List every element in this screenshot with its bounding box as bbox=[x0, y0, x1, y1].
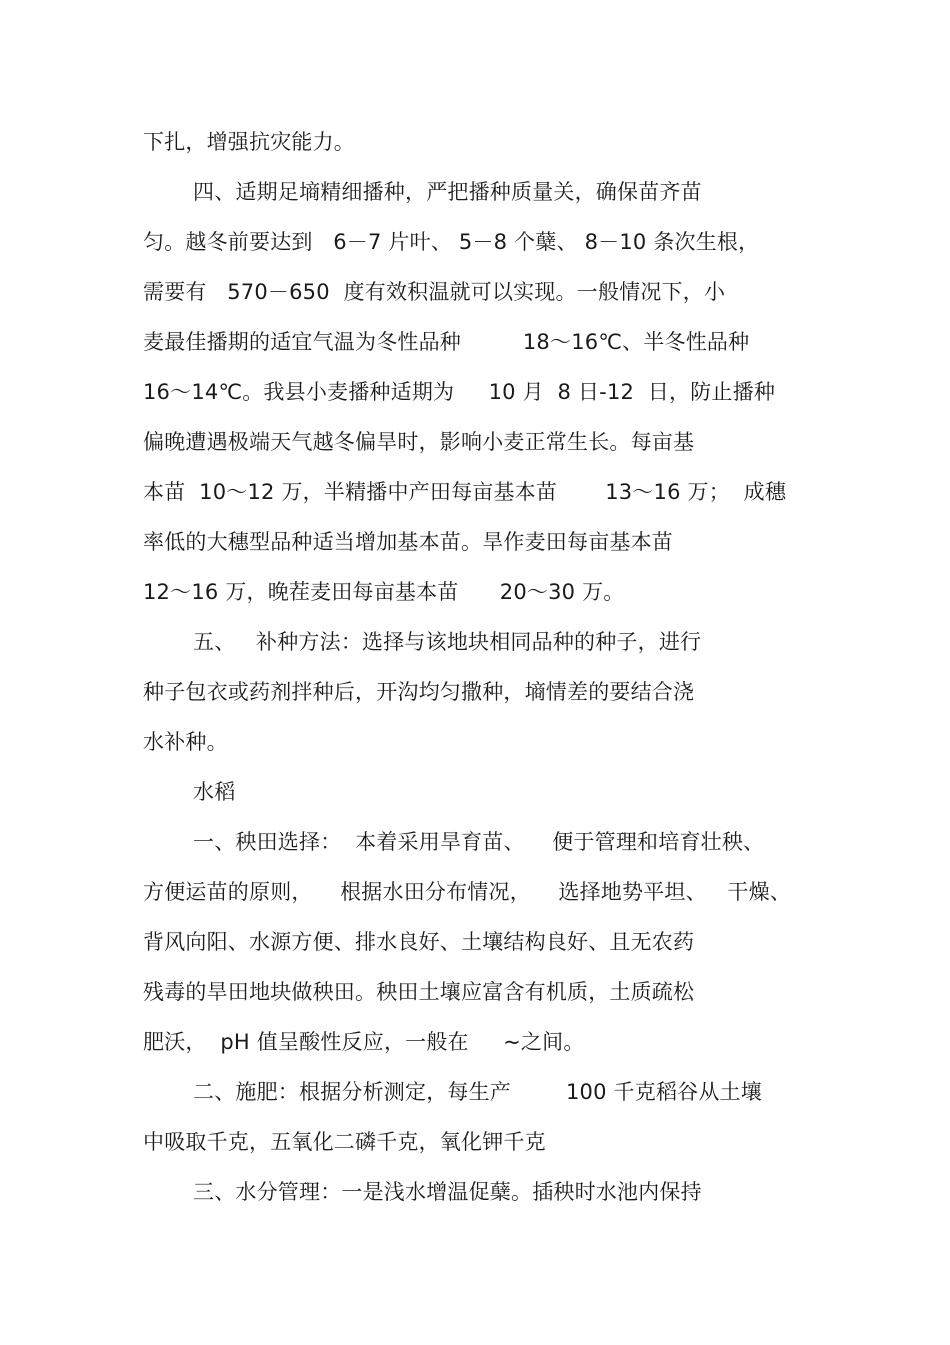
text-line-18: 残毒的旱田地块做秧田。秧田土壤应富含有机质，土质疏松 bbox=[143, 980, 695, 1004]
paragraph-rice-3-start: 三、水分管理：一是浅水增温促蘖。插秧时水池内保持 bbox=[193, 1180, 702, 1204]
text-line-4: 需要有 570－650 度有效积温就可以实现。一般情况下，小 bbox=[143, 280, 726, 304]
text-line-13: 水补种。 bbox=[143, 730, 228, 754]
paragraph-rice-2-start: 二、施肥：根据分析测定，每生产 100 千克稻谷从土壤 bbox=[193, 1080, 762, 1104]
text-line-3: 匀。越冬前要达到 6－7 片叶、 5－8 个蘖、 8－10 条次生根， bbox=[143, 230, 760, 254]
text-line-10: 12～16 万，晚茬麦田每亩基本苗 20～30 万。 bbox=[143, 580, 625, 604]
text-line-19: 肥沃， pH 值呈酸性反应，一般在 ~之间。 bbox=[143, 1030, 585, 1054]
text-line-7: 偏晚遭遇极端天气越冬偏旱时，影响小麦正常生长。每亩基 bbox=[143, 430, 695, 454]
text-line-8: 本苗 10～12 万，半精播中产田每亩基本苗 13～16 万； 成穗 bbox=[143, 480, 787, 504]
paragraph-4-start: 四、适期足墒精细播种，严把播种质量关，确保苗齐苗 bbox=[193, 180, 702, 204]
section-heading-rice: 水稻 bbox=[193, 780, 236, 804]
text-line-9: 率低的大穗型品种适当增加基本苗。旱作麦田每亩基本苗 bbox=[143, 530, 673, 554]
text-line-6: 16～14℃。我县小麦播种适期为 10 月 8 日-12 日，防止播种 bbox=[143, 380, 776, 404]
text-line-5: 麦最佳播期的适宜气温为冬性品种 18～16℃、半冬性品种 bbox=[143, 330, 750, 354]
text-line-12: 种子包衣或药剂拌种后，开沟均匀撒种，墒情差的要结合浇 bbox=[143, 680, 695, 704]
text-line-1: 下扎，增强抗灾能力。 bbox=[143, 130, 355, 154]
text-line-16: 方便运苗的原则， 根据水田分布情况， 选择地势平坦、 干燥、 bbox=[143, 880, 792, 904]
paragraph-rice-1-start: 一、秧田选择： 本着采用旱育苗、 便于管理和培育壮秧、 bbox=[193, 830, 765, 854]
paragraph-5-start: 五、 补种方法：选择与该地块相同品种的种子，进行 bbox=[193, 630, 702, 654]
text-line-17: 背风向阳、水源方便、排水良好、土壤结构良好、且无农药 bbox=[143, 930, 695, 954]
text-line-21: 中吸取千克，五氧化二磷千克，氧化钾千克 bbox=[143, 1130, 546, 1154]
